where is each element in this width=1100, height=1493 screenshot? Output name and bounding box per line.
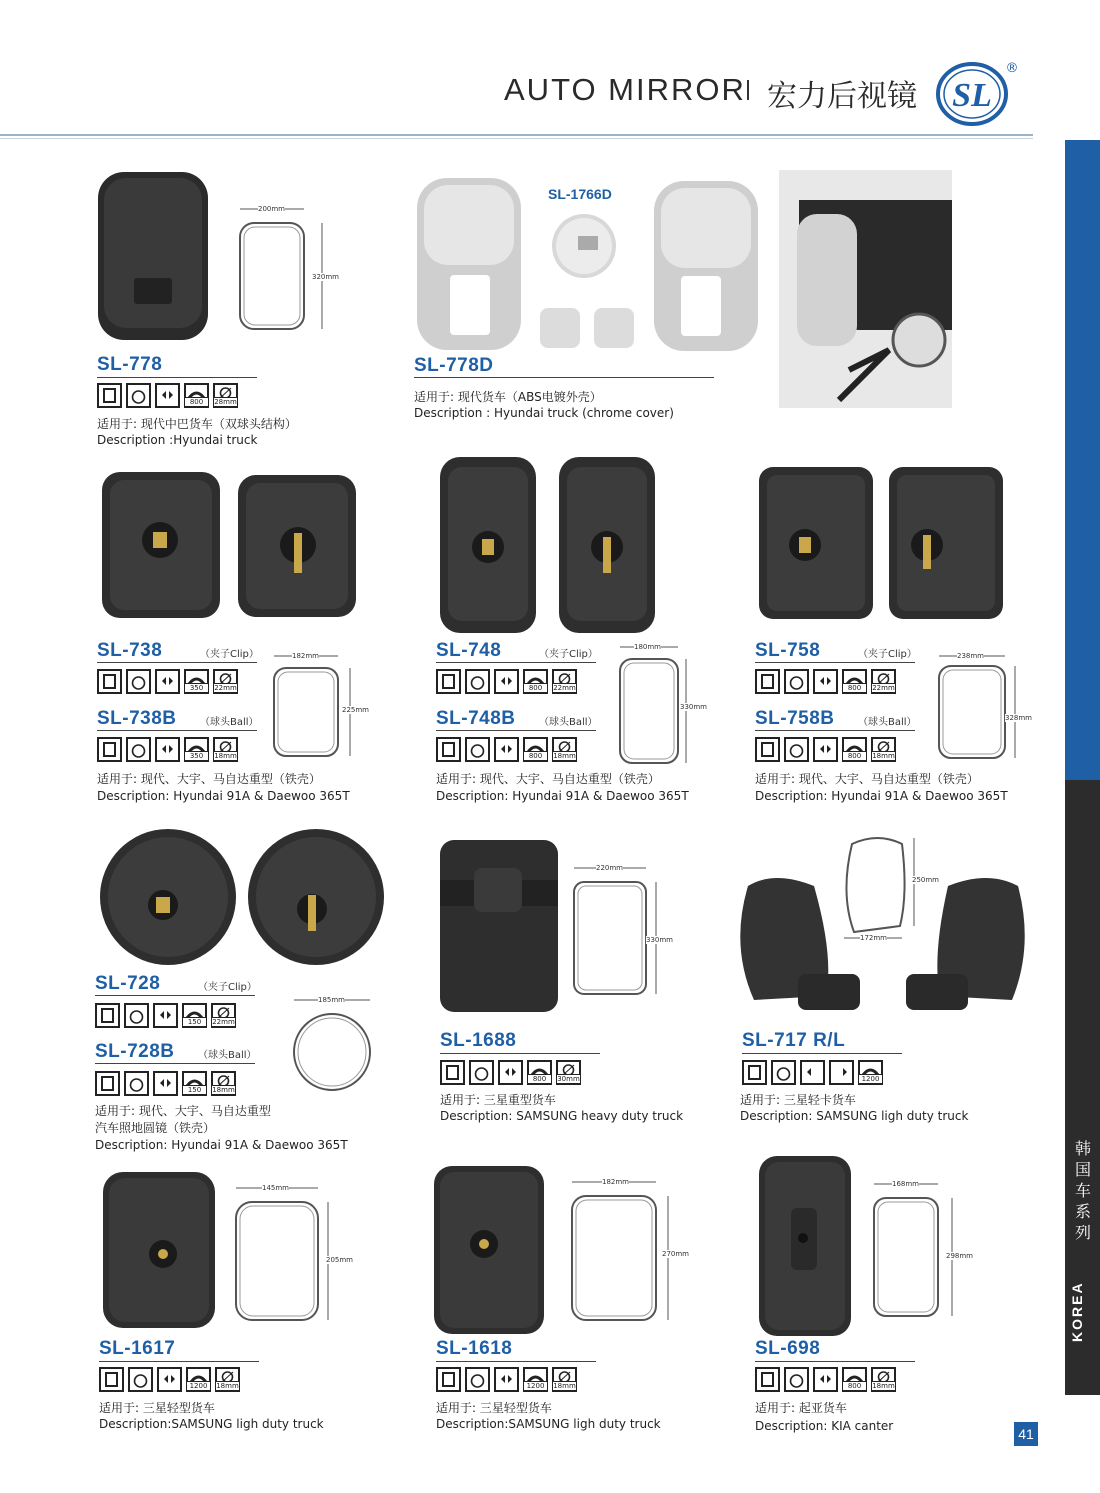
dim-height: 328mm xyxy=(1005,714,1032,722)
spec-value: 350 xyxy=(184,683,209,693)
diameter-icon xyxy=(552,1367,577,1392)
mount-type-ball: （球头Ball） xyxy=(198,1050,257,1061)
spec-icons-sl1688 xyxy=(440,1060,581,1086)
dim-height: 330mm xyxy=(680,703,707,711)
sku-sl748: SL-748 xyxy=(436,640,502,661)
side-tab-blue xyxy=(1065,140,1100,780)
page-title: AUTO MIRROR xyxy=(504,72,746,107)
dimension-drawing-sl1618 xyxy=(568,1178,688,1332)
mirror-glass-icon xyxy=(755,669,780,694)
fitment-cn: 适用于: 三星轻卡货车 xyxy=(740,1093,856,1107)
sku-rule xyxy=(440,1053,600,1054)
side-tab-cn: 韩国车系列 xyxy=(1074,1139,1091,1242)
adjust-arrows-icon xyxy=(813,737,838,762)
sku-sl758b: SL-758B xyxy=(755,708,835,729)
adjust-arrows-icon xyxy=(494,1367,519,1392)
sku-sl1618: SL-1618 xyxy=(436,1338,513,1359)
sku-sl728: SL-728 xyxy=(95,973,161,994)
description: Description: Hyundai 91A & Daewoo 365T xyxy=(436,789,689,803)
sku-rule xyxy=(436,1361,596,1362)
sku-rule xyxy=(755,730,915,731)
spec-value: 800 xyxy=(842,683,867,693)
product-photo-sl758-clip xyxy=(757,465,875,621)
sub-sku-sl1766d: SL-1766D xyxy=(548,186,612,202)
dim-width: 220mm xyxy=(596,864,623,872)
sku-rule xyxy=(436,662,596,663)
radius-icon xyxy=(842,1367,867,1392)
diameter-icon xyxy=(215,1367,240,1392)
fitment-cn: 适用于: 现代、大宇、马自达重型（铁壳） xyxy=(97,772,321,786)
sku-sl698: SL-698 xyxy=(755,1338,821,1359)
spec-icons-sl758b xyxy=(755,737,896,763)
fitment-cn: 适用于: 现代、大宇、马自达重型（铁壳） xyxy=(755,772,979,786)
spec-value: 18mm xyxy=(553,752,576,760)
dimension-drawing-sl1688 xyxy=(570,864,680,1003)
spec-icons-sl748b xyxy=(436,737,577,763)
mount-type-ball: （球头Ball） xyxy=(200,717,259,728)
product-photo-sl728-clip xyxy=(98,827,238,967)
product-photo-sl1688 xyxy=(438,838,560,1014)
mount-type-ball: （球头Ball） xyxy=(858,717,917,728)
spec-value: 800 xyxy=(842,751,867,761)
description: Description: KIA canter xyxy=(755,1419,894,1433)
description: Description :Hyundai truck xyxy=(97,433,258,447)
mount-type-clip: （夹子Clip） xyxy=(198,982,257,993)
sku-sl758: SL-758 xyxy=(755,640,821,661)
spec-icons-sl738b xyxy=(97,737,238,763)
title-divider xyxy=(747,80,749,100)
steering-wheel-icon xyxy=(784,669,809,694)
diameter-icon xyxy=(552,737,577,762)
mirror-glass-icon xyxy=(742,1060,767,1085)
adjust-arrows-icon xyxy=(494,669,519,694)
diameter-icon xyxy=(871,737,896,762)
product-photo-sl748-clip xyxy=(438,455,538,635)
steering-wheel-icon xyxy=(126,669,151,694)
product-photo-sl698 xyxy=(757,1154,853,1338)
spec-icons-sl778 xyxy=(97,383,238,409)
spec-value: 800 xyxy=(842,1381,867,1391)
dim-width: 145mm xyxy=(262,1184,289,1192)
sku-sl738b: SL-738B xyxy=(97,708,177,729)
radius-icon xyxy=(184,737,209,762)
fitment-cn: 适用于: 三星轻型货车 xyxy=(99,1401,215,1415)
sku-sl778d: SL-778D xyxy=(414,355,494,376)
adjust-arrows-icon xyxy=(494,737,519,762)
description: Description: SAMSUNG ligh duty truck xyxy=(740,1109,969,1123)
diameter-icon xyxy=(871,1367,896,1392)
spec-icons-sl698 xyxy=(755,1367,896,1393)
mirror-glass-icon xyxy=(436,1367,461,1392)
product-photo-sl738-ball xyxy=(236,473,358,619)
mirror-glass-icon xyxy=(97,383,122,408)
diameter-icon xyxy=(213,737,238,762)
adjust-arrows-icon xyxy=(155,669,180,694)
diameter-icon xyxy=(871,669,896,694)
dim-height: 320mm xyxy=(312,273,339,281)
dim-width: 168mm xyxy=(892,1180,919,1188)
spec-icons-sl738 xyxy=(97,669,238,695)
product-photo-sl778d-left xyxy=(414,175,524,355)
sku-sl748b: SL-748B xyxy=(436,708,516,729)
product-photo-brackets xyxy=(538,306,638,350)
fitment-cn: 适用于: 现代、大宇、马自达重型（铁壳） xyxy=(436,772,660,786)
adjust-arrows-icon xyxy=(155,383,180,408)
fitment-cn: 适用于: 现代、大宇、马自达重型 xyxy=(95,1104,271,1118)
dimension-drawing-sl1617 xyxy=(232,1184,353,1333)
spec-value: 1200 xyxy=(858,1074,883,1084)
spec-value: 800 xyxy=(184,397,209,407)
dimension-drawing-sl728 xyxy=(290,996,380,1104)
spec-value: 22mm xyxy=(553,684,576,692)
product-photo-sl1618 xyxy=(432,1164,546,1336)
mirror-glass-icon xyxy=(95,1071,120,1096)
steering-wheel-icon xyxy=(128,1367,153,1392)
dim-height: 330mm xyxy=(646,936,673,944)
mirror-glass-icon xyxy=(97,737,122,762)
product-photo-sl1617 xyxy=(101,1170,217,1330)
dim-width: 238mm xyxy=(957,652,984,660)
logo-letters: SL xyxy=(952,77,992,114)
sku-rule xyxy=(755,1361,915,1362)
spec-value: 22mm xyxy=(212,1018,235,1026)
radius-icon xyxy=(858,1060,883,1085)
fitment-cn: 适用于: 三星重型货车 xyxy=(440,1093,556,1107)
mount-type-clip: （夹子Clip） xyxy=(200,649,259,660)
fitment-cn: 适用于: 起亚货车 xyxy=(755,1401,847,1415)
registered-mark: ® xyxy=(1005,61,1019,76)
mount-type-clip: （夹子Clip） xyxy=(539,649,598,660)
adjust-arrows-icon xyxy=(153,1003,178,1028)
steering-wheel-icon xyxy=(465,669,490,694)
spec-value: 28mm xyxy=(214,398,237,406)
dim-width: 180mm xyxy=(634,643,661,651)
diameter-icon xyxy=(213,669,238,694)
product-photo-sl778 xyxy=(96,170,210,344)
radius-icon xyxy=(842,669,867,694)
mirror-glass-icon xyxy=(755,1367,780,1392)
radius-icon xyxy=(842,737,867,762)
description: Description: Hyundai 91A & Daewoo 365T xyxy=(755,789,1008,803)
spec-value: 1200 xyxy=(523,1381,548,1391)
diameter-icon xyxy=(556,1060,581,1085)
dim-width: 200mm xyxy=(258,205,285,213)
sku-rule xyxy=(95,1063,255,1064)
fitment-cn: 适用于: 现代中巴货车（双球头结构） xyxy=(97,417,297,431)
radius-icon xyxy=(527,1060,552,1085)
sku-sl1617: SL-1617 xyxy=(99,1338,176,1359)
product-photo-sl728-ball xyxy=(246,827,386,967)
description: Description: SAMSUNG heavy duty truck xyxy=(440,1109,684,1123)
adjust-arrows-icon xyxy=(813,1367,838,1392)
radius-icon xyxy=(182,1003,207,1028)
dimension-drawing-sl717 xyxy=(838,834,948,953)
dim-height: 250mm xyxy=(912,876,939,884)
mirror-glass-icon xyxy=(95,1003,120,1028)
spec-value: 22mm xyxy=(214,684,237,692)
sku-rule xyxy=(95,995,255,996)
dim-height: 298mm xyxy=(946,1252,973,1260)
radius-icon xyxy=(186,1367,211,1392)
product-photo-sl748-ball xyxy=(557,455,657,635)
radius-icon xyxy=(184,669,209,694)
dim-diameter: 185mm xyxy=(318,996,345,1004)
sku-rule xyxy=(755,662,915,663)
fitment-cn: 适用于: 三星轻型货车 xyxy=(436,1401,552,1415)
sku-sl778: SL-778 xyxy=(97,354,163,375)
steering-wheel-icon xyxy=(126,737,151,762)
product-photo-sl738-clip xyxy=(100,470,222,620)
page-title-cn: 宏力后视镜 xyxy=(767,79,917,114)
spec-icons-sl728 xyxy=(95,1003,236,1029)
adjust-arrows-icon xyxy=(155,737,180,762)
steering-wheel-icon xyxy=(124,1071,149,1096)
steering-wheel-icon xyxy=(124,1003,149,1028)
sku-sl1688: SL-1688 xyxy=(440,1030,517,1051)
description: Description:SAMSUNG ligh duty truck xyxy=(436,1417,661,1431)
mirror-glass-icon xyxy=(440,1060,465,1085)
dimension-drawing-sl698 xyxy=(870,1180,980,1326)
spec-icons-sl728b xyxy=(95,1071,236,1097)
sku-sl717: SL-717 R/L xyxy=(742,1030,846,1051)
mount-type-clip: （夹子Clip） xyxy=(858,649,917,660)
steering-wheel-icon xyxy=(465,1367,490,1392)
dim-height: 205mm xyxy=(326,1256,353,1264)
side-tab-en: KOREA xyxy=(1069,1281,1085,1342)
radius-icon xyxy=(523,737,548,762)
diameter-icon xyxy=(552,669,577,694)
description: Description: Hyundai 91A & Daewoo 365T xyxy=(95,1138,348,1152)
dim-height: 270mm xyxy=(662,1250,689,1258)
sku-sl738: SL-738 xyxy=(97,640,163,661)
header-rule-thin xyxy=(0,138,1033,139)
spec-value: 150 xyxy=(182,1017,207,1027)
spec-icons-sl1618 xyxy=(436,1367,577,1393)
mirror-glass-icon xyxy=(97,669,122,694)
sku-rule xyxy=(97,662,257,663)
diameter-icon xyxy=(211,1071,236,1096)
sku-sl728b: SL-728B xyxy=(95,1041,175,1062)
sku-rule xyxy=(97,730,257,731)
radius-icon xyxy=(184,383,209,408)
spec-icons-sl748 xyxy=(436,669,577,695)
sku-rule xyxy=(414,377,714,378)
fitment-cn-2: 汽车照地圆镜（铁壳） xyxy=(95,1121,216,1135)
spec-value: 18mm xyxy=(872,752,895,760)
radius-icon xyxy=(182,1071,207,1096)
steering-wheel-icon xyxy=(126,383,151,408)
description: Description: Hyundai 91A & Daewoo 365T xyxy=(97,789,350,803)
sku-rule xyxy=(99,1361,259,1362)
steering-wheel-icon xyxy=(469,1060,494,1085)
spec-value: 150 xyxy=(182,1085,207,1095)
steering-wheel-icon xyxy=(771,1060,796,1085)
sku-rule xyxy=(436,730,596,731)
spec-value: 30mm xyxy=(557,1075,580,1083)
spec-icons-sl1617 xyxy=(99,1367,240,1393)
steering-wheel-icon xyxy=(784,1367,809,1392)
adjust-arrows-icon xyxy=(157,1367,182,1392)
steering-wheel-icon xyxy=(465,737,490,762)
dim-width: 182mm xyxy=(292,652,319,660)
left-arrow-icon xyxy=(800,1060,825,1085)
product-photo-sl758-ball xyxy=(887,465,1005,621)
mirror-glass-icon xyxy=(436,669,461,694)
spec-value: 18mm xyxy=(872,1382,895,1390)
header-rule xyxy=(0,134,1033,136)
spec-value: 800 xyxy=(527,1074,552,1084)
spec-value: 18mm xyxy=(214,752,237,760)
diameter-icon xyxy=(213,383,238,408)
steering-wheel-icon xyxy=(784,737,809,762)
dim-width: 172mm xyxy=(860,934,887,942)
product-photo-installed xyxy=(779,170,952,408)
dim-height: 225mm xyxy=(342,706,369,714)
fitment-cn: 适用于: 现代货车（ABS电镀外壳） xyxy=(414,390,602,404)
adjust-arrows-icon xyxy=(153,1071,178,1096)
mirror-glass-icon xyxy=(755,737,780,762)
product-photo-sl1766d xyxy=(550,212,634,280)
mirror-glass-icon xyxy=(99,1367,124,1392)
spec-value: 18mm xyxy=(212,1086,235,1094)
brand-logo xyxy=(934,58,1019,126)
spec-value: 18mm xyxy=(216,1382,239,1390)
spec-value: 800 xyxy=(523,683,548,693)
dimension-drawing-sl778 xyxy=(232,205,339,339)
spec-icons-sl717 xyxy=(742,1060,883,1086)
spec-value: 800 xyxy=(523,751,548,761)
sku-rule xyxy=(742,1053,902,1054)
adjust-arrows-icon xyxy=(813,669,838,694)
diameter-icon xyxy=(211,1003,236,1028)
page-number: 41 xyxy=(1014,1422,1038,1446)
adjust-arrows-icon xyxy=(498,1060,523,1085)
spec-value: 1200 xyxy=(186,1381,211,1391)
right-arrow-icon xyxy=(829,1060,854,1085)
dimension-drawing-sl738 xyxy=(268,652,368,766)
mount-type-ball: （球头Ball） xyxy=(539,717,598,728)
mirror-glass-icon xyxy=(436,737,461,762)
description: Description : Hyundai truck (chrome cover) xyxy=(414,406,674,420)
sku-rule xyxy=(97,377,257,378)
radius-icon xyxy=(523,1367,548,1392)
dim-width: 182mm xyxy=(602,1178,629,1186)
spec-value: 18mm xyxy=(553,1382,576,1390)
spec-value: 22mm xyxy=(872,684,895,692)
dimension-drawing-sl758 xyxy=(933,652,1033,768)
dimension-drawing-sl748 xyxy=(614,643,714,772)
description: Description:SAMSUNG ligh duty truck xyxy=(99,1417,324,1431)
spec-value: 350 xyxy=(184,751,209,761)
radius-icon xyxy=(523,669,548,694)
product-photo-sl778d-right xyxy=(651,178,761,356)
spec-icons-sl758 xyxy=(755,669,896,695)
